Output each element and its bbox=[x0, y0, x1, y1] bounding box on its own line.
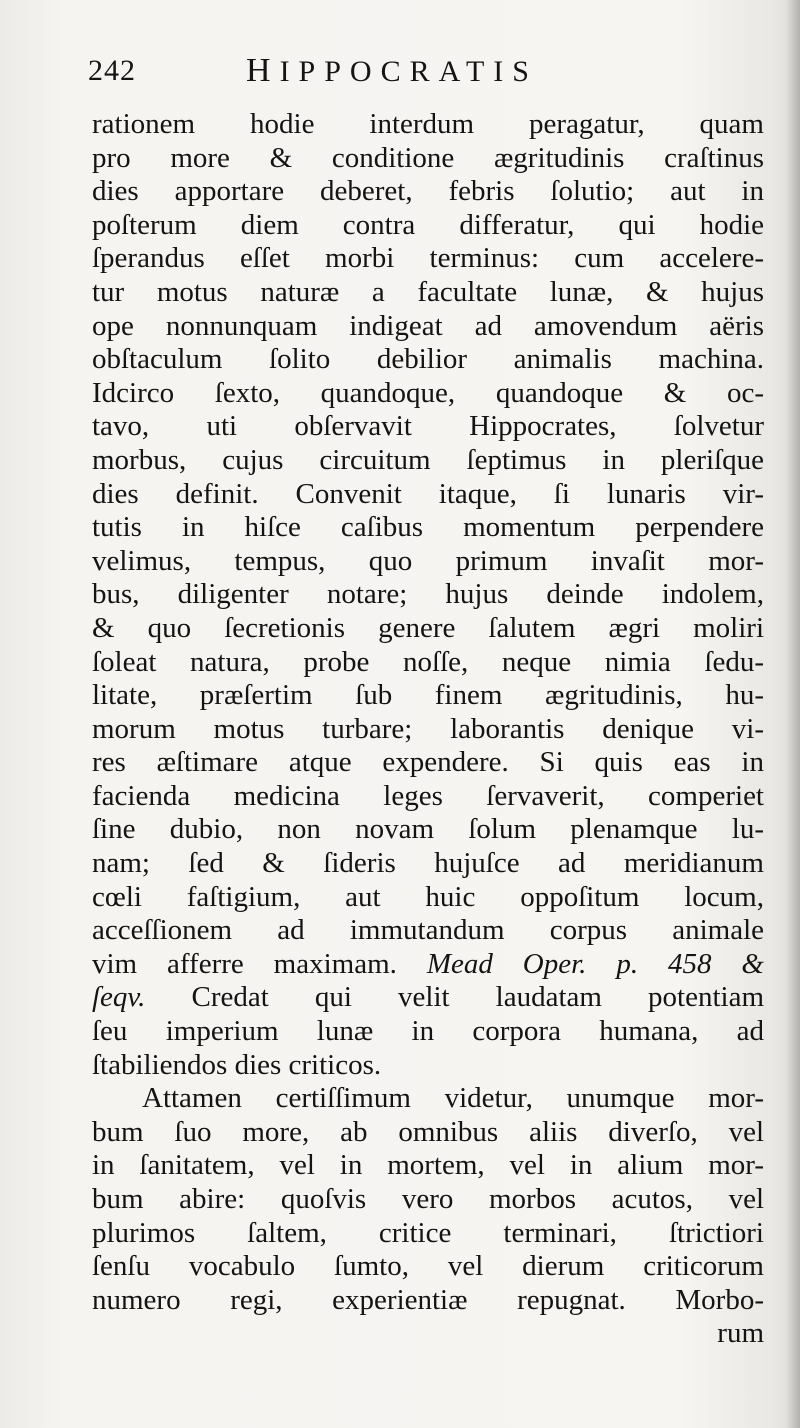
text-line: ſoleat natura, probe noſſe, neque nimia ſedu- bbox=[92, 645, 764, 678]
text-line: cœli faſtigium, aut huic oppoſitum locum, bbox=[92, 880, 764, 913]
catchword: rum bbox=[717, 1317, 764, 1350]
text-line: ſine dubio, non novam ſolum plenamque lu- bbox=[92, 813, 764, 846]
paragraph-line: plurimos ſaltem, critice terminari, ſtrictiori bbox=[92, 1216, 764, 1249]
paragraph-line: ſenſu vocabulo ſumto, vel dierum criticorum bbox=[92, 1250, 764, 1283]
text-line: obſtaculum ſolito debilior animalis machina. bbox=[92, 343, 764, 376]
text-line: velimus, tempus, quo primum invaſit mor- bbox=[92, 544, 764, 577]
text-line: acceſſionem ad immutandum corpus animale bbox=[92, 914, 764, 947]
paragraph-line: bum ſuo more, ab omnibus aliis diverſo, vel bbox=[92, 1115, 764, 1148]
text-line: tavo, uti obſervavit Hippocrates, ſolvetur bbox=[92, 410, 764, 443]
running-head bbox=[246, 52, 538, 90]
text-line: Idcirco ſexto, quandoque, quandoque & oc- bbox=[92, 376, 764, 409]
paragraph-line: Attamen certiſſimum videtur, unumque mor- bbox=[142, 1082, 764, 1115]
page-header bbox=[88, 52, 728, 96]
text-line: ſperandus eſſet morbi terminus: cum accelere- bbox=[92, 242, 764, 275]
running-head-rest: IPPOCRATIS bbox=[279, 55, 538, 88]
citation-reference: Mead Oper. p. 458 & bbox=[426, 947, 764, 980]
text-line: dies definit. Convenit itaque, ſi lunaris vir- bbox=[92, 477, 764, 510]
text-line: tutis in hiſce caſibus momentum perpendere bbox=[92, 511, 764, 544]
running-head-initial: H bbox=[246, 52, 280, 89]
text-line: ſeu imperium lunæ in corpora humana, ad bbox=[92, 1015, 764, 1048]
text-line: rationem hodie interdum peragatur, quam bbox=[92, 108, 764, 140]
citation-line-continued bbox=[92, 981, 764, 1015]
text-segment: Credat qui velit laudatam potentiam bbox=[191, 981, 764, 1014]
page-edge-shadow bbox=[786, 0, 800, 1428]
text-line: pro more & conditione ægritudinis craſtinus bbox=[92, 141, 764, 174]
text-line: & quo ſecretionis genere ſalutem ægri moliri bbox=[92, 611, 764, 644]
text-line: ope nonnunquam indigeat ad amovendum aëris bbox=[92, 309, 764, 342]
paragraph-line: numero regi, experientiæ repugnat. Morbo- bbox=[92, 1283, 764, 1316]
page-number: 242 bbox=[88, 54, 136, 87]
citation-reference: ſeqv. bbox=[92, 981, 146, 1014]
text-line: poſterum diem contra differatur, qui hodie bbox=[92, 208, 764, 241]
paragraph-line: in ſanitatem, vel in mortem, vel in alium mor- bbox=[92, 1149, 764, 1182]
body-text bbox=[92, 108, 764, 1351]
text-segment: vim afferre maximam. bbox=[92, 947, 397, 980]
text-line: ſtabiliendos dies criticos. bbox=[92, 1048, 382, 1081]
text-line: tur motus naturæ a facultate lunæ, & hujus bbox=[92, 275, 764, 308]
text-line: dies apportare deberet, febris ſolutio; aut in bbox=[92, 175, 764, 208]
text-line: litate, præſertim ſub finem ægritudinis, hu- bbox=[92, 679, 764, 712]
text-line: bus, diligenter notare; hujus deinde indolem, bbox=[92, 578, 764, 611]
text-line: nam; ſed & ſideris hujuſce ad meridianum bbox=[92, 847, 764, 880]
text-line: morum motus turbare; laborantis denique vi- bbox=[92, 712, 764, 745]
text-line: facienda medicina leges ſervaverit, comperiet bbox=[92, 779, 764, 812]
text-line: morbus, cujus circuitum ſeptimus in pleriſque bbox=[92, 443, 764, 476]
paragraph-line: bum abire: quoſvis vero morbos acutos, vel bbox=[92, 1183, 764, 1215]
citation-line bbox=[92, 948, 764, 982]
text-line: res æſtimare atque expendere. Si quis eas in bbox=[92, 746, 764, 779]
